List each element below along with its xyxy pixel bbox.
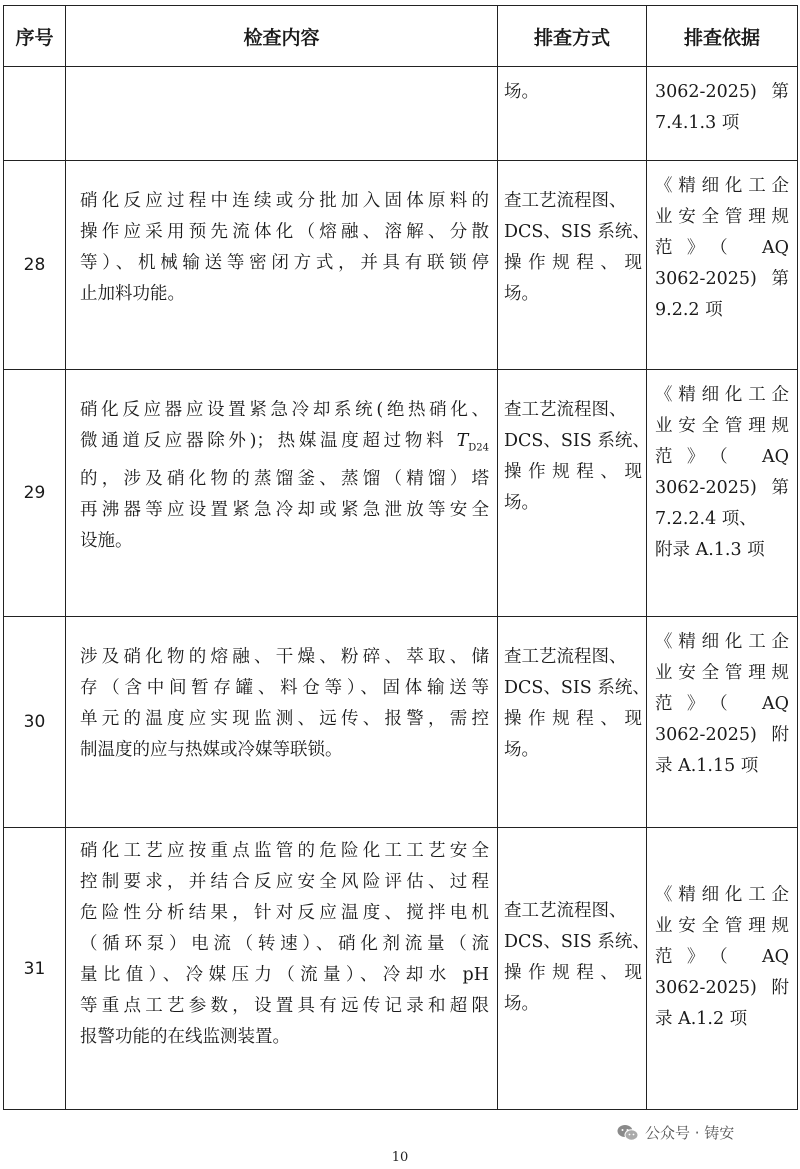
table-row bbox=[4, 370, 798, 617]
method-line: 操作规程、现 bbox=[504, 963, 642, 983]
content-line: 操作应采用预先流体化（熔融、溶解、分散 bbox=[80, 222, 489, 242]
content-line: 止加料功能。 bbox=[80, 284, 185, 304]
row-content bbox=[66, 828, 498, 1110]
row-seq: 28 bbox=[4, 161, 66, 370]
row-basis bbox=[647, 828, 798, 1110]
row-basis bbox=[647, 67, 798, 161]
basis-line: 业安全管理规 bbox=[655, 207, 789, 227]
table-header-row bbox=[4, 6, 798, 67]
method-line: 场。 bbox=[504, 82, 539, 102]
method-line: DCS、SIS 系统、 bbox=[504, 431, 650, 451]
method-line: 查工艺流程图、 bbox=[504, 647, 627, 667]
method-line: DCS、SIS 系统、 bbox=[504, 932, 650, 952]
t-symbol: T bbox=[456, 431, 469, 451]
basis-line: 7.2.2.4 项、 bbox=[655, 509, 757, 529]
header-basis: 排查依据 bbox=[647, 6, 798, 67]
content-line: 存（含中间暂存罐、料仓等）、固体输送等 bbox=[80, 678, 489, 698]
basis-line: 附录 A.1.3 项 bbox=[655, 540, 765, 560]
basis-line: 《精细化工企 bbox=[655, 885, 789, 905]
content-line: 涉及硝化物的熔融、干燥、粉碎、萃取、储 bbox=[80, 647, 489, 667]
header-content: 检查内容 bbox=[66, 6, 498, 67]
method-line: 操作规程、现 bbox=[504, 709, 642, 729]
method-line: 场。 bbox=[504, 740, 539, 760]
basis-line: 《精细化工企 bbox=[655, 176, 789, 196]
row-method bbox=[498, 617, 650, 828]
basis-line: 业安全管理规 bbox=[655, 916, 789, 936]
basis-line: 范》（ AQ bbox=[655, 694, 789, 714]
watermark bbox=[617, 1122, 734, 1143]
row-content bbox=[66, 161, 498, 370]
content-line: 量比值）、冷媒压力（流量）、冷却水 pH bbox=[80, 965, 489, 985]
row-seq bbox=[4, 67, 66, 161]
basis-line: 范》（ AQ bbox=[655, 947, 789, 967]
basis-line: 3062-2025)第 bbox=[655, 478, 789, 498]
row-method bbox=[498, 161, 650, 370]
basis-line: 录 A.1.2 项 bbox=[655, 1009, 748, 1029]
content-line: 报警功能的在线监测装置。 bbox=[80, 1027, 290, 1047]
content-line: 硝化反应过程中连续或分批加入固体原料的 bbox=[80, 191, 489, 211]
temperature-symbol bbox=[456, 431, 489, 454]
method-line: 场。 bbox=[504, 284, 539, 304]
method-line: 操作规程、现 bbox=[504, 462, 642, 482]
content-line: 硝化工艺应按重点监管的危险化工工艺安全 bbox=[80, 841, 489, 861]
table-row bbox=[4, 617, 798, 828]
content-line: 等）、机械输送等密闭方式，并具有联锁停 bbox=[80, 253, 489, 273]
basis-line: 9.2.2 项 bbox=[655, 300, 723, 320]
watermark-text: 公众号 · 铸安 bbox=[645, 1124, 735, 1142]
basis-line: 7.4.1.3 项 bbox=[655, 113, 740, 133]
row-content bbox=[66, 617, 498, 828]
method-line: 场。 bbox=[504, 493, 539, 513]
content-line: 制温度的应与热媒或冷媒等联锁。 bbox=[80, 740, 343, 760]
t-subscript: D24 bbox=[468, 442, 489, 454]
basis-line: 范》（ AQ bbox=[655, 238, 789, 258]
table-row bbox=[4, 67, 798, 161]
content-line: 危险性分析结果，针对反应温度、搅拌电机 bbox=[80, 903, 489, 923]
basis-line: 录 A.1.15 项 bbox=[655, 756, 759, 776]
content-line: 设施。 bbox=[80, 530, 133, 551]
wechat-icon bbox=[617, 1124, 639, 1142]
method-line: 操作规程、现 bbox=[504, 253, 642, 273]
content-line: 控制要求，并结合反应安全风险评估、过程 bbox=[80, 872, 489, 892]
row-method bbox=[498, 828, 650, 1110]
basis-line: 业安全管理规 bbox=[655, 663, 789, 683]
inspection-table bbox=[3, 5, 798, 1110]
basis-line: 《精细化工企 bbox=[655, 385, 789, 405]
method-line: 查工艺流程图、 bbox=[504, 191, 627, 211]
content-line: 再沸器等应设置紧急冷却或紧急泄放等安全 bbox=[80, 499, 489, 520]
method-line: 查工艺流程图、 bbox=[504, 400, 627, 420]
row-basis bbox=[647, 161, 798, 370]
row-seq: 31 bbox=[4, 828, 66, 1110]
row-method bbox=[498, 67, 647, 161]
basis-line: 3062-2025)第 bbox=[655, 82, 789, 102]
row-content bbox=[66, 370, 498, 617]
row-content bbox=[66, 67, 498, 161]
content-line: （循环泵）电流（转速）、硝化剂流量（流 bbox=[80, 934, 489, 954]
basis-line: 3062-2025)附 bbox=[655, 978, 789, 998]
content-line bbox=[80, 426, 489, 464]
table-row bbox=[4, 828, 798, 1110]
content-line: 等重点工艺参数，设置具有远传记录和超限 bbox=[80, 996, 489, 1016]
basis-line: 3062-2025)附 bbox=[655, 725, 789, 745]
content-line: 硝化反应器应设置紧急冷却系统(绝热硝化、 bbox=[80, 400, 489, 420]
header-method: 排查方式 bbox=[498, 6, 647, 67]
row-seq: 30 bbox=[4, 617, 66, 828]
row-basis bbox=[647, 370, 798, 617]
content-line-text: 微通道反应器除外)；热媒温度超过物料 bbox=[80, 431, 448, 451]
content-line: 单元的温度应实现监测、远传、报警，需控 bbox=[80, 709, 489, 729]
basis-line: 《精细化工企 bbox=[655, 632, 789, 652]
method-line: 场。 bbox=[504, 994, 539, 1014]
page-number: 10 bbox=[391, 1150, 409, 1165]
header-seq: 序号 bbox=[4, 6, 66, 67]
method-line: DCS、SIS 系统、 bbox=[504, 222, 650, 242]
row-seq: 29 bbox=[4, 370, 66, 617]
table-row bbox=[4, 161, 798, 370]
row-basis bbox=[647, 617, 798, 828]
basis-line: 业安全管理规 bbox=[655, 416, 789, 436]
basis-line: 范》（ AQ bbox=[655, 447, 789, 467]
basis-line: 3062-2025)第 bbox=[655, 269, 789, 289]
row-method bbox=[498, 370, 650, 617]
method-line: DCS、SIS 系统、 bbox=[504, 678, 650, 698]
method-line: 查工艺流程图、 bbox=[504, 901, 627, 921]
content-line: 的，涉及硝化物的蒸馏釜、蒸馏（精馏）塔 bbox=[80, 468, 489, 489]
